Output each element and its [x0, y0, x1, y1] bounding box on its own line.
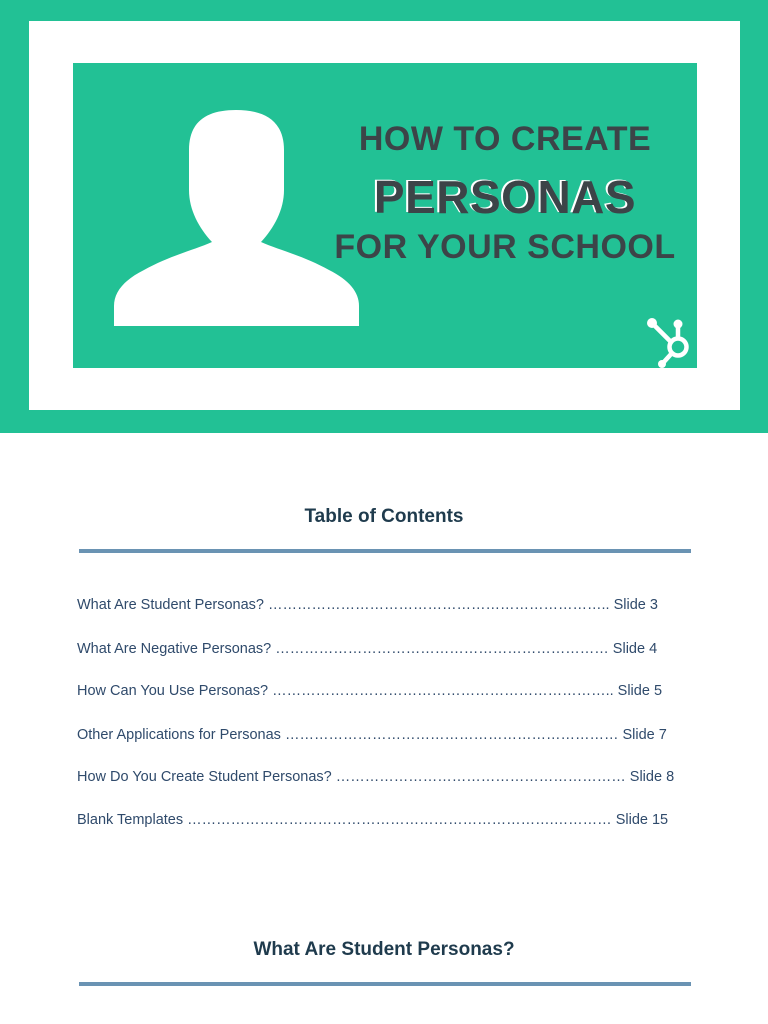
section-divider — [79, 982, 691, 986]
toc-item-page: Slide 15 — [611, 812, 669, 828]
toc-item-leader: ………………………………………………………………….………… — [183, 812, 612, 828]
banner-title-line-3: FOR YOUR SCHOOL — [334, 228, 676, 266]
banner-title-line-2: PERSONAS — [373, 171, 637, 223]
toc-item[interactable] — [77, 597, 717, 613]
toc-item-title: How Do You Create Student Personas? — [77, 769, 332, 785]
toc-item[interactable] — [77, 641, 717, 657]
toc-divider — [79, 549, 691, 553]
toc-item-title: How Can You Use Personas? — [77, 683, 269, 699]
toc-item-leader: …………………………………………………………… — [271, 641, 609, 657]
toc-item-page: Slide 7 — [618, 727, 667, 743]
toc-item-title: Other Applications for Personas — [77, 727, 281, 743]
section-heading: What Are Student Personas? — [253, 939, 515, 960]
hubspot-logo-icon — [644, 316, 694, 368]
toc-item-page: Slide 5 — [613, 683, 663, 699]
toc-item[interactable] — [77, 769, 717, 785]
toc-heading: Table of Contents — [304, 506, 464, 527]
toc-item-page: Slide 3 — [609, 597, 658, 613]
toc-item[interactable] — [77, 683, 717, 699]
toc-item-leader: …………………………………………………………….. — [264, 597, 610, 613]
toc-item[interactable] — [77, 727, 717, 743]
toc-item-title: What Are Negative Personas? — [77, 641, 272, 657]
toc-item[interactable] — [77, 812, 717, 828]
toc-item-leader: …………………………………………………………….. — [268, 683, 614, 699]
toc-item-page: Slide 8 — [625, 769, 675, 785]
toc-item-page: Slide 4 — [608, 641, 658, 657]
cover-banner — [0, 0, 768, 433]
toc-item-leader: …………………………………………………………… — [280, 727, 619, 743]
toc-item-title: What Are Student Personas? — [77, 597, 264, 613]
toc-item-title: Blank Templates — [77, 812, 184, 828]
banner-title-line-1: HOW TO CREATE — [358, 120, 652, 158]
toc-item-leader: …………………………………………………… — [331, 769, 626, 785]
